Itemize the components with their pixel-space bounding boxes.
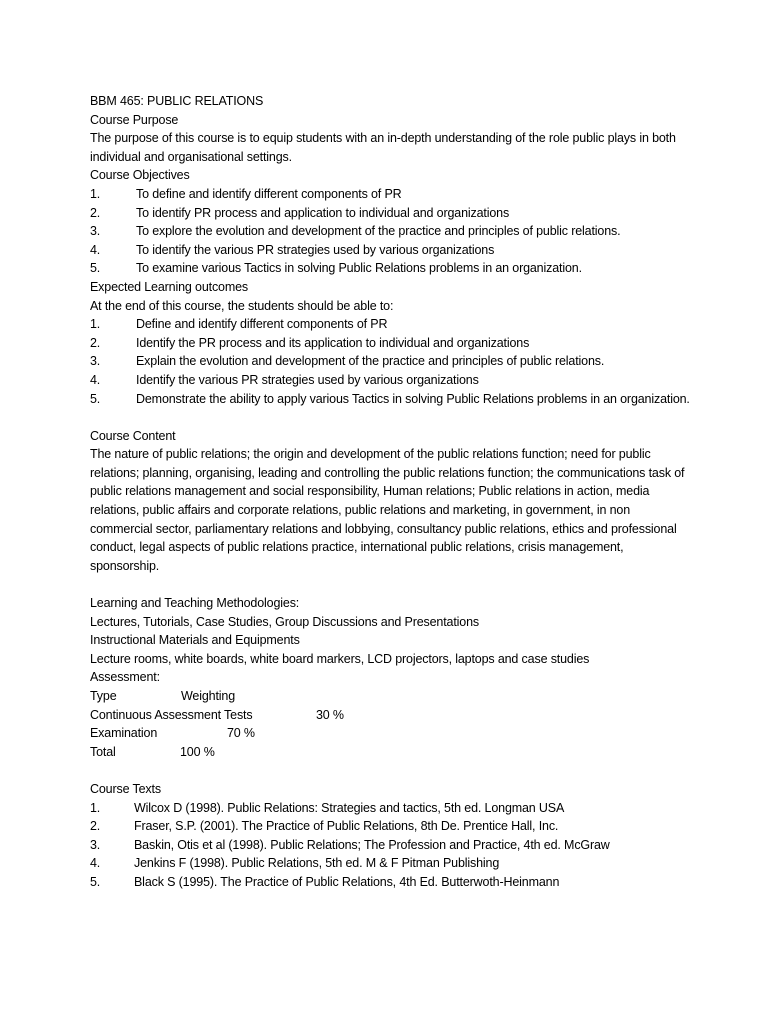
outcome-text: Identify the various PR strategies used by various organizations — [136, 372, 479, 387]
objective-text: To examine various Tactics in solving Public Relations problems in an organization. — [136, 261, 582, 276]
assessment-total-row — [90, 743, 690, 762]
objectives-heading: Course Objectives — [90, 168, 190, 183]
outcome-text: Identify the PR process and its application to individual and organizations — [136, 335, 530, 350]
course-text-number: 5. — [90, 874, 101, 889]
purpose-text: The purpose of this course is to equip students with an in-depth understanding of the role public plays in both individual and organisational settings. — [90, 131, 676, 164]
course-text-item — [90, 836, 690, 855]
outcome-number: 4. — [90, 372, 101, 387]
outcome-item — [90, 315, 690, 334]
course-text-number: 1. — [90, 800, 101, 815]
outcome-number: 2. — [90, 335, 101, 350]
outcome-text: Demonstrate the ability to apply various Tactics in solving Public Relations problems in an organization. — [136, 391, 690, 406]
assessment-cat-label: Continuous Assessment Tests — [90, 707, 253, 722]
outcomes-heading: Expected Learning outcomes — [90, 279, 249, 294]
course-text-number: 2. — [90, 819, 101, 834]
assessment-exam-row — [90, 724, 690, 743]
objective-item — [90, 204, 690, 223]
outcome-item — [90, 371, 690, 390]
objective-number: 5. — [90, 261, 101, 276]
objective-item — [90, 222, 690, 241]
objective-item — [90, 241, 690, 260]
methods-text: Lectures, Tutorials, Case Studies, Group Discussions and Presentations — [90, 614, 480, 629]
assessment-heading: Assessment: — [90, 670, 160, 685]
assessment-weighting-label: Weighting — [181, 689, 236, 703]
materials-heading: Instructional Materials and Equipments — [90, 633, 300, 648]
course-text-item — [90, 817, 690, 836]
outcome-item — [90, 390, 690, 409]
spacer — [90, 761, 690, 780]
objective-text: To identify PR process and application to individual and organizations — [136, 205, 510, 220]
content-heading: Course Content — [90, 428, 176, 443]
outcome-text: Define and identify different components of PR — [136, 317, 388, 332]
course-text-item — [90, 873, 690, 892]
outcome-item — [90, 352, 690, 371]
spacer — [90, 575, 690, 594]
course-text-citation: Jenkins F (1998). Public Relations, 5th ed. M & F Pitman Publishing — [134, 856, 500, 871]
course-text-number: 3. — [90, 837, 101, 852]
course-text-citation: Black S (1995). The Practice of Public Relations, 4th Ed. Butterwoth-Heinmann — [134, 874, 560, 889]
course-text-citation: Wilcox D (1998). Public Relations: Strategies and tactics, 5th ed. Longman USA — [134, 800, 565, 815]
outcome-number: 3. — [90, 354, 101, 369]
objective-number: 2. — [90, 205, 101, 220]
assessment-header-row — [90, 687, 690, 706]
outcomes-intro: At the end of this course, the students should be able to: — [90, 298, 394, 313]
materials-text: Lecture rooms, white boards, white board markers, LCD projectors, laptops and case studies — [90, 651, 590, 666]
objective-item — [90, 185, 690, 204]
assessment-total-label: Total — [90, 744, 116, 759]
course-text-item — [90, 799, 690, 818]
assessment-cat-value: 30 % — [316, 707, 344, 722]
texts-heading: Course Texts — [90, 781, 161, 796]
assessment-total-value: 100 % — [180, 744, 215, 759]
assessment-exam-label: Examination — [90, 726, 158, 741]
outcome-item — [90, 334, 690, 353]
objective-number: 1. — [90, 186, 101, 201]
course-text-citation: Baskin, Otis et al (1998). Public Relations; The Profession and Practice, 4th ed. McGraw — [134, 837, 610, 852]
assessment-type-label: Type — [90, 689, 117, 703]
purpose-heading: Course Purpose — [90, 112, 179, 127]
objective-item — [90, 259, 690, 278]
methods-heading: Learning and Teaching Methodologies: — [90, 596, 300, 611]
objective-text: To define and identify different components of PR — [136, 186, 402, 201]
content-text: The nature of public relations; the origin and development of the public relations function; need for public relations; planning, organising, leading and controlling the public relations function; the communications task of public relations management and social responsibility, Human relations; Public relations in action, media relations, public affairs and corporate relations, public relations and marketing, in government, in non commercial sector, parliamentary relations and lobbying, consultancy public relations, ethics and professional conduct, legal aspects of public relations practice, international public relations, crisis management, sponsorship. — [90, 447, 685, 573]
course-text-number: 4. — [90, 856, 101, 871]
document-title: BBM 465: PUBLIC RELATIONS — [90, 94, 264, 108]
spacer — [90, 408, 690, 427]
outcome-text: Explain the evolution and development of the practice and principles of public relations. — [136, 354, 605, 369]
objective-number: 4. — [90, 242, 101, 257]
objective-text: To identify the various PR strategies used by various organizations — [136, 242, 495, 257]
outcome-number: 1. — [90, 317, 101, 332]
assessment-exam-value: 70 % — [227, 726, 255, 741]
outcome-number: 5. — [90, 391, 101, 406]
course-text-item — [90, 854, 690, 873]
assessment-cat-row — [90, 706, 690, 725]
course-text-citation: Fraser, S.P. (2001). The Practice of Public Relations, 8th De. Prentice Hall, Inc. — [134, 819, 559, 834]
objective-number: 3. — [90, 224, 101, 239]
document-page — [90, 92, 690, 892]
objective-text: To explore the evolution and development of the practice and principles of public relations. — [136, 224, 621, 239]
